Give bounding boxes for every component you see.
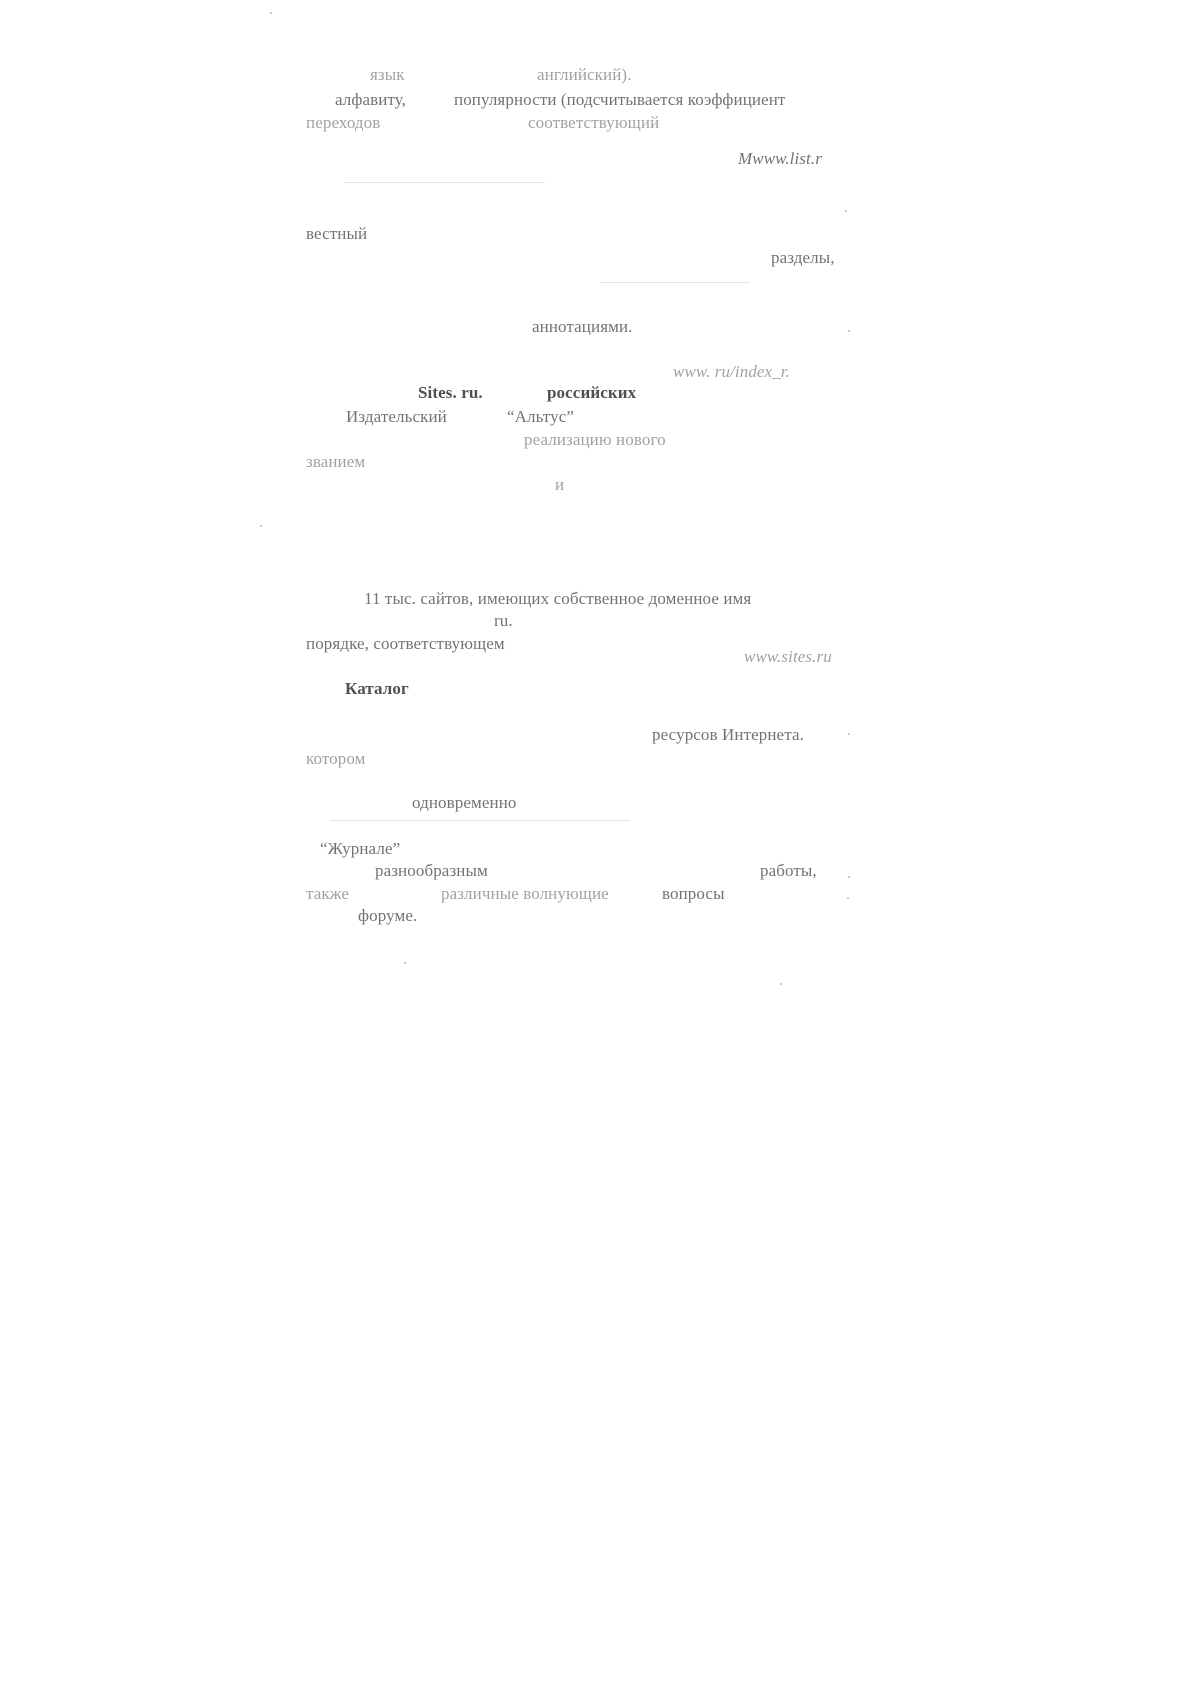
text-fragment: вестный	[306, 224, 368, 243]
text-fragment: разделы,	[771, 248, 835, 267]
text-fragment: порядке, соответствующем	[306, 634, 505, 653]
text-fragment: переходов	[306, 113, 381, 132]
text-fragment: одновременно	[412, 793, 517, 812]
text-fragment: соответствующий	[528, 113, 660, 132]
text-fragment: популярности (подсчитывается коэффициент	[454, 90, 786, 109]
scan-speck	[260, 525, 262, 527]
scan-speck	[847, 897, 849, 899]
scan-speck	[404, 962, 406, 964]
text-fragment: английский).	[537, 65, 632, 84]
text-fragment: язык	[370, 65, 405, 84]
scan-smudge	[600, 282, 750, 283]
text-fragment: разнообразным	[375, 861, 488, 880]
text-fragment: “Альтус”	[507, 407, 575, 426]
text-fragment: котором	[306, 749, 366, 768]
text-fragment: реализацию нового	[524, 430, 666, 449]
text-fragment: званием	[306, 452, 366, 471]
text-fragment: Издательский	[346, 407, 447, 426]
scan-speck	[848, 733, 850, 735]
scan-smudge	[345, 182, 545, 183]
text-fragment: также	[306, 884, 350, 903]
text-fragment: Mwww.list.r	[738, 149, 822, 168]
text-fragment: “Журнале”	[320, 839, 401, 858]
text-fragment: 11 тыс. сайтов, имеющих собственное доменное имя	[364, 589, 752, 608]
text-fragment: различные волнующие	[441, 884, 609, 903]
text-fragment: ru.	[494, 611, 513, 630]
text-fragment: ресурсов Интернета.	[652, 725, 804, 744]
text-fragment: Sites. ru.	[418, 383, 483, 402]
text-fragment: российских	[547, 383, 637, 402]
scan-speck	[848, 330, 850, 332]
scan-speck	[780, 983, 782, 985]
text-fragment: и	[555, 475, 565, 494]
text-fragment: работы,	[760, 861, 817, 880]
text-fragment: вопросы	[662, 884, 725, 903]
text-fragment: алфавиту,	[335, 90, 407, 109]
text-fragment: Каталог	[345, 679, 409, 698]
scan-speck	[845, 210, 847, 212]
text-fragment: www. ru/index_r.	[673, 362, 790, 381]
text-fragment: www.sites.ru	[744, 647, 832, 666]
scan-smudge	[330, 820, 630, 821]
text-fragment: аннотациями.	[532, 317, 633, 336]
text-fragment: форуме.	[358, 906, 418, 925]
scan-speck	[848, 876, 850, 878]
scan-speck	[270, 12, 272, 14]
